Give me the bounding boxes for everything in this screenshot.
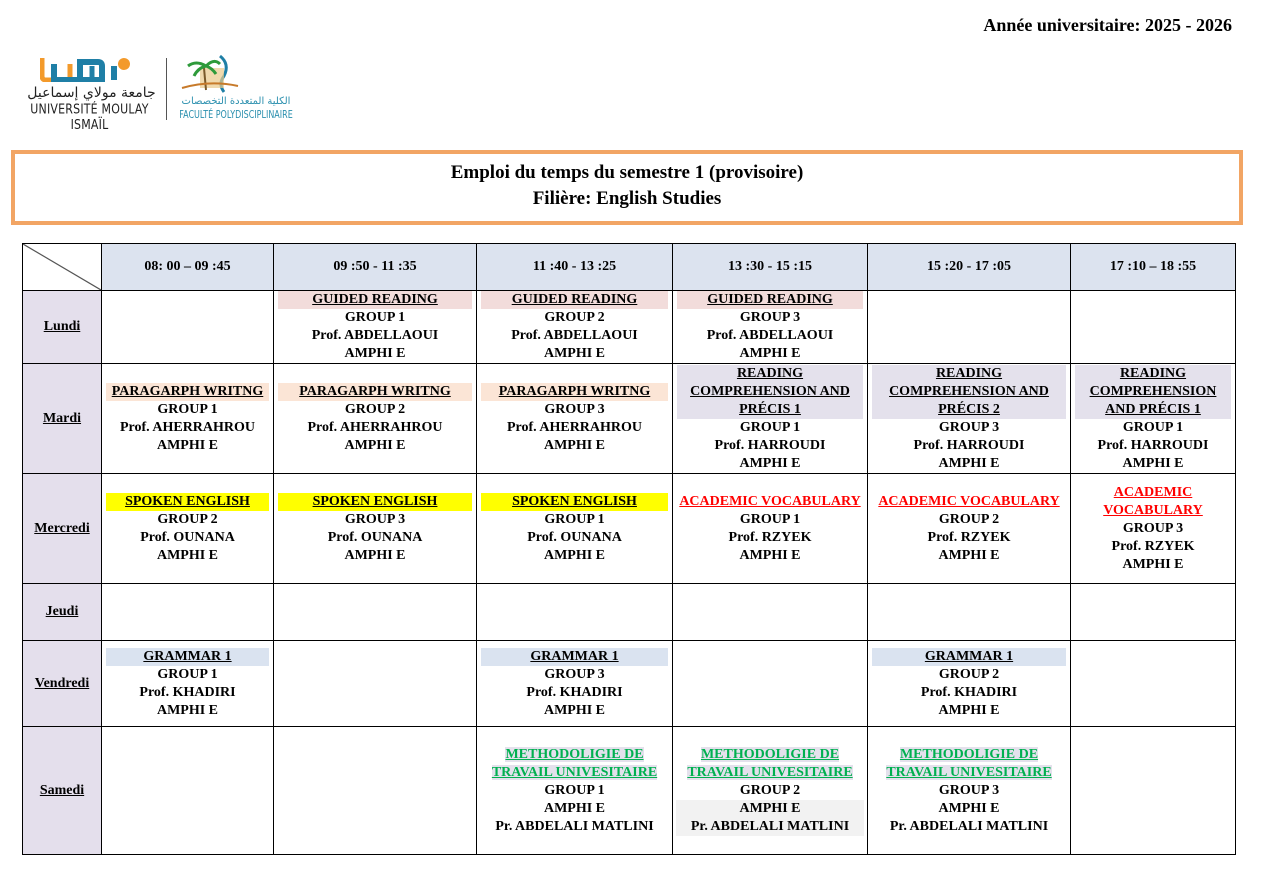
course-cell xyxy=(673,474,868,584)
course-subject xyxy=(106,383,269,401)
faculty-arabic-name: الكلية المتعددة التخصصات xyxy=(181,96,291,107)
schedule-title-box xyxy=(11,150,1243,225)
timetable-row-mardi xyxy=(23,364,1236,474)
course-group: GROUP 2 xyxy=(544,310,605,325)
empty-slot-cell xyxy=(477,584,673,641)
timetable xyxy=(22,243,1236,855)
course-subject-text: PARAGARPH WRITNG xyxy=(299,383,451,399)
course-subject xyxy=(872,493,1066,511)
course-group: GROUP 1 xyxy=(544,511,605,527)
course-group: GROUP 2 xyxy=(739,782,801,798)
timetable-row-jeudi xyxy=(23,584,1236,641)
course-room: AMPHI E xyxy=(156,547,219,563)
palm-tree-icon xyxy=(180,54,240,96)
diagonal-line-icon xyxy=(23,244,101,290)
logo-separator xyxy=(166,58,167,120)
course-subject xyxy=(481,493,668,511)
empty-slot-cell xyxy=(1071,727,1236,855)
time-slot-header: 15 :20 - 17 :05 xyxy=(868,244,1071,291)
course-group: GROUP 2 xyxy=(344,401,406,417)
course-prof: Prof. KHADIRI xyxy=(526,684,623,700)
day-label: Jeudi xyxy=(45,604,79,619)
course-group: GROUP 1 xyxy=(1122,419,1184,435)
course-room: AMPHI E xyxy=(938,702,1000,718)
faculty-french-name: FACULTÉ POLYDISCIPLINAIRE xyxy=(179,108,293,121)
empty-slot-cell xyxy=(274,641,477,727)
course-cell xyxy=(868,474,1071,584)
course-group: GROUP 2 xyxy=(938,511,1000,527)
course-group: GROUP 3 xyxy=(938,419,1000,435)
day-label-cell xyxy=(23,474,102,584)
course-prof: Pr. ABDELALI MATLINI xyxy=(495,818,654,834)
course-cell xyxy=(1071,474,1236,584)
course-cell xyxy=(477,474,673,584)
empty-slot-cell xyxy=(673,584,868,641)
course-subject xyxy=(278,291,472,309)
course-prof: Prof. OUNANA xyxy=(527,529,622,545)
course-subject xyxy=(106,493,269,511)
course-subject xyxy=(481,291,668,309)
empty-slot-cell xyxy=(274,727,477,855)
course-subject xyxy=(1075,484,1231,520)
course-subject-text: PARAGARPH WRITNG xyxy=(498,383,651,399)
course-subject-text: PARAGARPH WRITNG xyxy=(111,383,264,399)
course-group: GROUP 3 xyxy=(344,511,406,527)
course-subject-text: GUIDED READING xyxy=(511,292,638,307)
course-subject xyxy=(872,648,1066,666)
course-prof: Prof. ABDELLAOUI xyxy=(311,328,439,343)
course-subject-text: ACADEMIC VOCABULARY xyxy=(1103,484,1203,518)
course-group: GROUP 3 xyxy=(1122,520,1184,536)
course-subject-text: METHODOLIGIE DE TRAVAIL UNIVESITAIRE xyxy=(491,746,658,780)
empty-slot-cell xyxy=(673,641,868,727)
course-cell xyxy=(102,474,274,584)
course-subject-text: GUIDED READING xyxy=(707,292,833,307)
day-label-cell xyxy=(23,364,102,474)
course-cell xyxy=(673,364,868,474)
day-label: Lundi xyxy=(43,319,81,334)
day-label-cell xyxy=(23,291,102,364)
umi-logo xyxy=(22,52,162,133)
course-subject-text: METHODOLIGIE DE TRAVAIL UNIVESITAIRE xyxy=(687,746,853,780)
course-room: AMPHI E xyxy=(1122,556,1184,572)
day-label-cell xyxy=(23,727,102,855)
course-room: AMPHI E xyxy=(543,346,606,361)
course-cell xyxy=(477,364,673,474)
course-subject-text: SPOKEN ENGLISH xyxy=(125,493,250,509)
course-room: AMPHI E xyxy=(1122,455,1184,471)
course-cell xyxy=(477,641,673,727)
umi-french-name: UNIVERSITÉ MOULAY ISMAÏL xyxy=(30,101,149,133)
course-subject xyxy=(677,493,863,511)
course-prof: Prof. ABDELLAOUI xyxy=(511,328,638,343)
course-cell xyxy=(673,291,868,364)
course-room: AMPHI E xyxy=(344,346,406,361)
empty-slot-cell xyxy=(1071,641,1236,727)
timetable-row-lundi xyxy=(23,291,1236,364)
empty-slot-cell xyxy=(102,727,274,855)
course-group: GROUP 1 xyxy=(157,666,218,682)
course-cell xyxy=(868,364,1071,474)
course-prof: Prof. RZYEK xyxy=(927,529,1011,545)
course-room: AMPHI E xyxy=(676,800,864,818)
empty-slot-cell xyxy=(1071,584,1236,641)
course-prof: Prof. OUNANA xyxy=(327,529,423,545)
course-subject xyxy=(481,383,668,401)
course-room: AMPHI E xyxy=(543,547,606,563)
course-group: GROUP 2 xyxy=(157,511,218,527)
program-title: Filière: English Studies xyxy=(532,188,722,209)
course-cell xyxy=(274,364,477,474)
course-subject-text: GRAMMAR 1 xyxy=(924,648,1014,664)
empty-slot-cell xyxy=(868,584,1071,641)
course-prof: Prof. AHERRAHROU xyxy=(119,419,256,435)
course-prof: Prof. KHADIRI xyxy=(139,684,236,700)
timetable-header-row xyxy=(23,244,1236,291)
course-prof: Prof. AHERRAHROU xyxy=(506,419,643,435)
course-room: AMPHI E xyxy=(739,547,801,563)
course-group: GROUP 1 xyxy=(157,401,218,417)
course-room: AMPHI E xyxy=(938,547,1000,563)
day-label: Samedi xyxy=(39,782,85,798)
course-cell xyxy=(274,291,477,364)
course-subject xyxy=(481,746,668,782)
course-prof: Pr. ABDELALI MATLINI xyxy=(889,818,1049,834)
course-cell xyxy=(102,641,274,727)
course-group: GROUP 3 xyxy=(544,401,605,417)
course-subject-text: METHODOLIGIE DE TRAVAIL UNIVESITAIRE xyxy=(886,746,1052,780)
course-prof: Prof. HARROUDI xyxy=(913,437,1025,453)
time-slot-header: 17 :10 – 18 :55 xyxy=(1071,244,1236,291)
course-room: AMPHI E xyxy=(156,437,219,453)
course-room: AMPHI E xyxy=(543,437,606,453)
course-group: GROUP 1 xyxy=(739,419,801,435)
course-cell xyxy=(102,364,274,474)
day-label: Mercredi xyxy=(34,520,90,536)
course-subject xyxy=(677,365,863,419)
empty-slot-cell xyxy=(102,291,274,364)
course-prof: Prof. ABDELLAOUI xyxy=(706,328,834,343)
course-room: AMPHI E xyxy=(739,346,801,361)
course-room: AMPHI E xyxy=(344,547,406,563)
course-subject-text: READING COMPREHENSION AND PRÉCIS 1 xyxy=(690,365,850,417)
course-subject xyxy=(1075,365,1231,419)
course-group: GROUP 2 xyxy=(938,666,1000,682)
course-room: AMPHI E xyxy=(938,455,1000,471)
course-cell xyxy=(477,727,673,855)
course-subject xyxy=(106,648,269,666)
time-slot-header: 08: 00 – 09 :45 xyxy=(102,244,274,291)
corner-cell xyxy=(23,244,102,291)
academic-year: Année universitaire: 2025 - 2026 xyxy=(983,15,1232,35)
schedule-title: Emploi du temps du semestre 1 (provisoire) xyxy=(450,162,804,183)
faculty-logo xyxy=(176,52,296,124)
time-slot-header: 11 :40 - 13 :25 xyxy=(477,244,673,291)
course-group: GROUP 3 xyxy=(544,666,605,682)
course-room: AMPHI E xyxy=(543,800,606,816)
umi-arabic-name: جامعة مولاي إسماعيل xyxy=(27,85,156,101)
course-subject-text: SPOKEN ENGLISH xyxy=(512,493,637,509)
course-room: AMPHI E xyxy=(543,702,606,718)
course-room: AMPHI E xyxy=(344,437,406,453)
course-subject xyxy=(872,365,1066,419)
course-group: GROUP 1 xyxy=(739,511,801,527)
course-prof: Prof. AHERRAHROU xyxy=(307,419,443,435)
logos xyxy=(22,52,302,133)
course-group: GROUP 1 xyxy=(344,310,406,325)
course-cell xyxy=(673,727,868,855)
course-cell xyxy=(1071,364,1236,474)
day-label-cell xyxy=(23,641,102,727)
course-subject-text: ACADEMIC VOCABULARY xyxy=(679,493,861,509)
course-cell xyxy=(477,291,673,364)
empty-slot-cell xyxy=(1071,291,1236,364)
course-prof: Prof. OUNANA xyxy=(140,529,235,545)
course-group: GROUP 3 xyxy=(739,310,801,325)
time-slot-header: 09 :50 - 11 :35 xyxy=(274,244,477,291)
course-subject-text: GRAMMAR 1 xyxy=(530,648,619,664)
course-subject-text: GUIDED READING xyxy=(312,292,438,307)
empty-slot-cell xyxy=(868,291,1071,364)
course-prof: Prof. HARROUDI xyxy=(1097,437,1209,453)
course-prof: Prof. KHADIRI xyxy=(920,684,1018,700)
course-subject xyxy=(278,493,472,511)
timetable-row-mercredi xyxy=(23,474,1236,584)
day-label-cell xyxy=(23,584,102,641)
course-subject-text: SPOKEN ENGLISH xyxy=(312,493,438,509)
course-subject-text: READING COMPREHENSION AND PRÉCIS 1 xyxy=(1089,365,1217,417)
course-group: GROUP 3 xyxy=(938,782,1000,798)
empty-slot-cell xyxy=(274,584,477,641)
time-slot-header: 13 :30 - 15 :15 xyxy=(673,244,868,291)
course-subject xyxy=(677,291,863,309)
course-cell xyxy=(274,474,477,584)
day-label: Vendredi xyxy=(34,675,90,691)
timetable-row-samedi xyxy=(23,727,1236,855)
course-cell xyxy=(868,727,1071,855)
course-room: AMPHI E xyxy=(938,800,1000,816)
course-subject xyxy=(677,746,863,782)
course-subject-text: GRAMMAR 1 xyxy=(143,648,232,664)
day-label: Mardi xyxy=(42,410,82,426)
course-subject xyxy=(278,383,472,401)
course-prof: Pr. ABDELALI MATLINI xyxy=(676,818,864,836)
course-prof: Prof. HARROUDI xyxy=(714,437,826,453)
course-subject-text: READING COMPREHENSION AND PRÉCIS 2 xyxy=(889,365,1049,417)
course-subject xyxy=(872,746,1066,782)
course-prof: Prof. RZYEK xyxy=(1111,538,1195,554)
course-room: AMPHI E xyxy=(739,455,801,471)
umi-logo-icon xyxy=(40,56,136,82)
course-prof: Prof. RZYEK xyxy=(728,529,812,545)
empty-slot-cell xyxy=(102,584,274,641)
timetable-row-vendredi xyxy=(23,641,1236,727)
course-group: GROUP 1 xyxy=(544,782,605,798)
course-room: AMPHI E xyxy=(156,702,219,718)
course-subject xyxy=(481,648,668,666)
course-cell xyxy=(868,641,1071,727)
course-subject-text: ACADEMIC VOCABULARY xyxy=(878,493,1060,509)
